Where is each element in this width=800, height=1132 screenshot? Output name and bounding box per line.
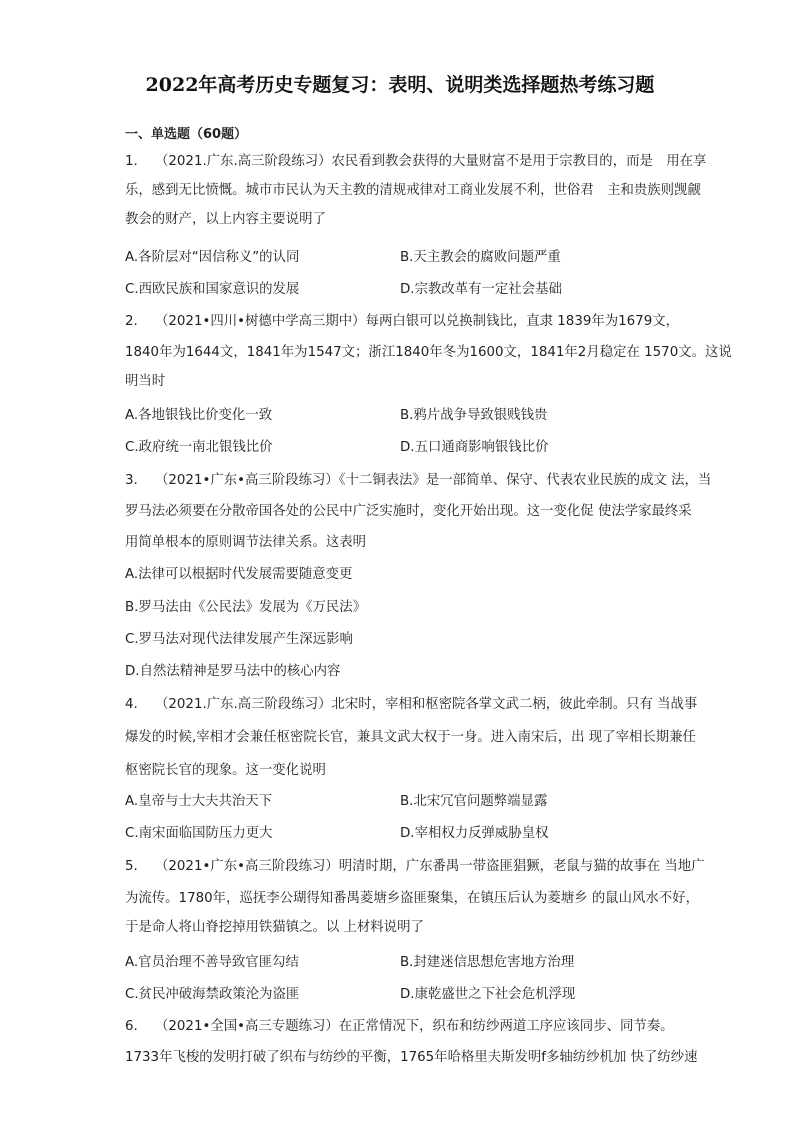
question-5-option-b[interactable]: B.封建迷信思想危害地方治理: [400, 955, 575, 970]
question-4-number: 4.: [125, 697, 138, 712]
question-5-option-d[interactable]: D.康乾盛世之下社会危机浮现: [400, 987, 576, 1002]
question-1-option-a[interactable]: A.各阶层对“因信称义”的认同: [125, 250, 300, 265]
question-2-line-3: 明当时: [125, 374, 166, 389]
question-4-option-b[interactable]: B.北宋冗官问题弊端显露: [400, 794, 548, 809]
question-2-option-d[interactable]: D.五口通商影响银钱比价: [400, 440, 549, 455]
question-4-line-2: 爆发的时候,宰相才会兼任枢密院长官，兼具文武大权于一身。进入南宋后，出 现了宰相长期兼任: [125, 730, 696, 745]
question-1-option-b[interactable]: B.天主教会的腐败问题严重: [400, 250, 561, 265]
question-3-option-d[interactable]: D.自然法精神是罗马法中的核心内容: [125, 664, 341, 679]
question-2-option-a[interactable]: A.各地银钱比价变化一致: [125, 408, 273, 423]
question-5-line-3: 于是命人将山脊挖掉用铁猫镇之。以 上材料说明了: [125, 920, 424, 935]
question-5-line-2: 为流传。1780年，巡抚李公瑚得知番禺菱塘乡盗匪聚集，在镇压后认为菱塘乡 的鼠山风水不好，: [125, 891, 699, 906]
section-heading: 一、单选题（60题）: [125, 127, 248, 142]
question-2-line-1: 2. （2021•四川•树德中学高三期中）每两白银可以兑换制钱比，直隶 1839年为1679文，: [125, 311, 679, 333]
question-1-option-c[interactable]: C.西欧民族和国家意识的发展: [125, 282, 300, 297]
question-3-line-1: 3. （2021•广东•高三阶段练习）《十二铜表法》是一部简单、保守、代表农业民族的成文 法，当: [125, 470, 711, 492]
question-3-line-3: 用简单根本的原则调节法律关系。这表明: [125, 535, 367, 550]
question-6-number: 6.: [125, 1019, 138, 1034]
question-4-option-a[interactable]: A.皇帝与士大夫共治天下: [125, 794, 273, 809]
question-3-option-a[interactable]: A.法律可以根据时代发展需要随意变更: [125, 567, 353, 582]
question-3-line-2: 罗马法必须要在分散帝国各处的公民中广泛实施时，变化开始出现。这一变化促 使法学家最终采: [125, 504, 692, 519]
question-2-line-2: 1840年为1644文，1841年为1547文；浙江1840年冬为1600文，1841年2月稳定在 1570文。这说: [125, 345, 732, 360]
question-2-option-b[interactable]: B.鸦片战争导致银贱钱贵: [400, 408, 548, 423]
question-3-option-b[interactable]: B.罗马法由《公民法》发展为《万民法》: [125, 600, 367, 615]
question-1-line-3: 教会的财产，以上内容主要说明了: [125, 212, 326, 227]
question-5-option-c[interactable]: C.贫民冲破海禁政策沦为盗匪: [125, 987, 300, 1002]
question-2-option-c[interactable]: C.政府统一南北银钱比价: [125, 440, 273, 455]
question-6-line-2: 1733年飞梭的发明打破了织布与纺纱的平衡，1765年哈格里夫斯发明f多轴纺纱机加 快了纺纱速: [125, 1050, 698, 1065]
question-5-number: 5.: [125, 859, 138, 874]
question-4-line-1: 4. （2021.广东.高三阶段练习）北宋时，宰相和枢密院各掌文武二柄，彼此牵制。只有 当战事: [125, 694, 697, 716]
question-5-line-1: 5. （2021•广东•高三阶段练习）明清时期，广东番禺一带盗匪猖獗，老鼠与猫的故事在 当地广: [125, 856, 705, 878]
question-1-line-2: 乐，感到无比愤慨。城市市民认为天主教的清规戒律对工商业发展不利，世俗君 主和贵族则觊觎: [125, 183, 701, 198]
question-1-line-1: 1. （2021.广东.高三阶段练习）农民看到教会获得的大量财富不是用于宗教目的，而是 用在享: [125, 151, 706, 173]
question-5-option-a[interactable]: A.官员治理不善导致官匪勾结: [125, 955, 299, 970]
question-6-line-1: 6. （2021•全国•高三专题练习）在正常情况下，织布和纺纱两道工序应该同步、同节奏。: [125, 1016, 674, 1038]
question-1-option-d[interactable]: D.宗教改革有一定社会基础: [400, 282, 562, 297]
question-2-number: 2.: [125, 314, 138, 329]
question-1-number: 1.: [125, 154, 138, 169]
document-title: 2022年高考历史专题复习：表明、说明类选择题热考练习题: [145, 74, 655, 96]
question-3-number: 3.: [125, 473, 138, 488]
question-4-option-d[interactable]: D.宰相权力反弹威胁皇权: [400, 826, 549, 841]
question-3-option-c[interactable]: C.罗马法对现代法律发展产生深远影响: [125, 632, 353, 647]
question-4-option-c[interactable]: C.南宋面临国防压力更大: [125, 826, 273, 841]
question-4-line-3: 枢密院长官的现象。这一变化说明: [125, 763, 326, 778]
